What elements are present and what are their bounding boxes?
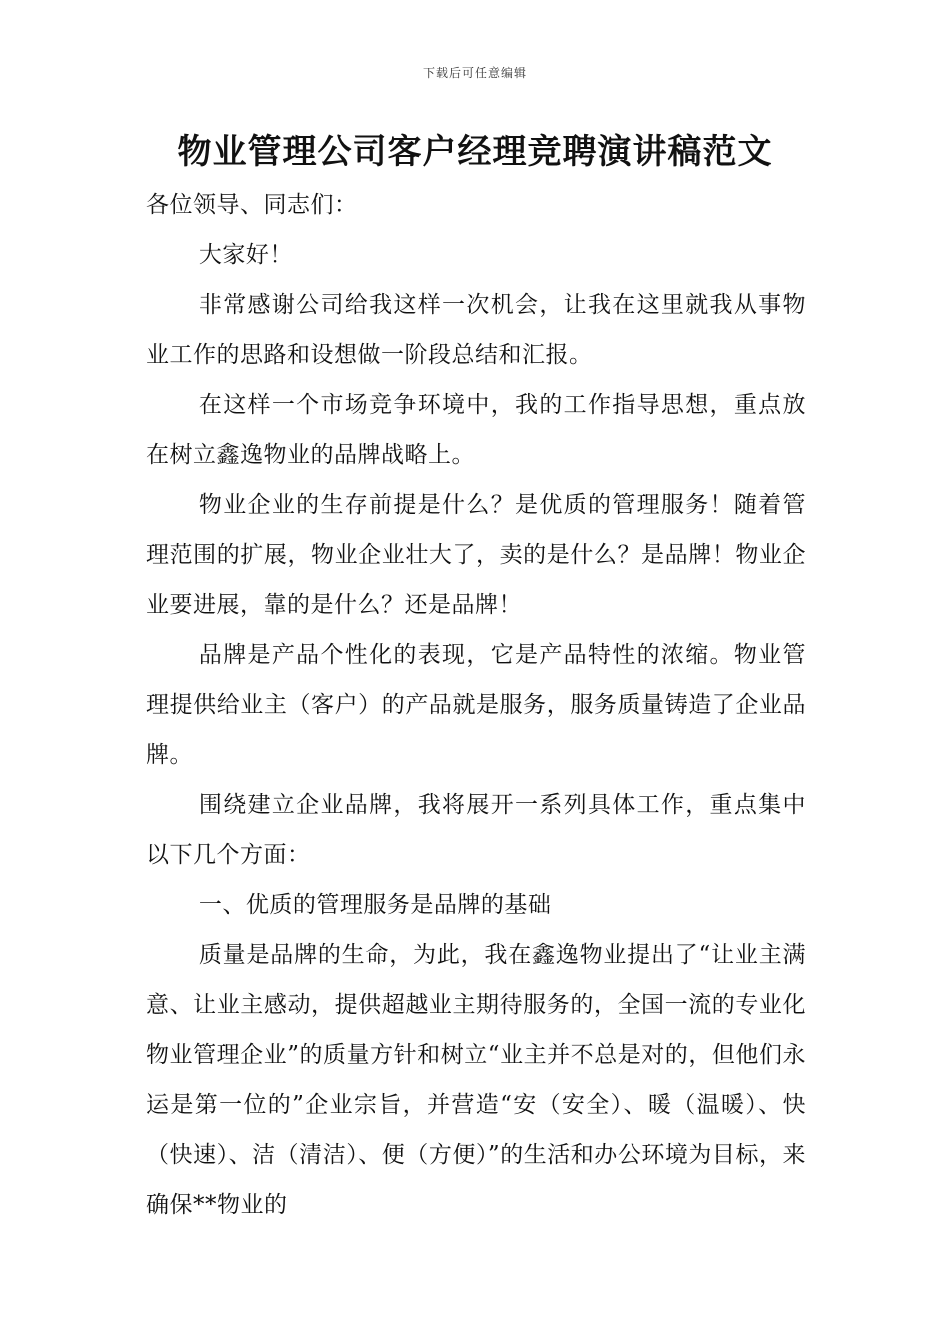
paragraph: 围绕建立企业品牌，我将展开一系列具体工作，重点集中以下几个方面： — [146, 792, 806, 868]
header-note: 下载后可任意编辑 — [422, 66, 527, 80]
document-title: 物业管理公司客户经理竞聘演讲稿范文 — [177, 132, 773, 172]
salutation: 各位领导、同志们： — [146, 192, 358, 218]
paragraph: 在这样一个市场竞争环境中，我的工作指导思想，重点放在树立鑫逸物业的品牌战略上。 — [146, 392, 806, 468]
greeting: 大家好！ — [198, 242, 293, 268]
paragraph: 物业企业的生存前提是什么？是优质的管理服务！随着管理范围的扩展，物业企业壮大了，卖的是什么？是品牌！物业企业要进展，靠的是什么？还是品牌！ — [146, 492, 806, 618]
paragraph: 质量是品牌的生命，为此，我在鑫逸物业提出了“让业主满意、让业主感动，提供超越业主期待服务的，全国一流的专业化物业管理企业”的质量方针和树立“业主并不总是对的，但他们永运是第一位的”企业宗旨，并营造“安（安全）、暖（温暖）、快（快速）、洁（清洁）、便（方便）”的生活和办公环境为目标，来确保**物业的 — [146, 942, 806, 1218]
section-heading: 一、优质的管理服务是品牌的基础 — [198, 892, 552, 918]
document-body — [146, 180, 806, 1230]
paragraph: 非常感谢公司给我这样一次机会，让我在这里就我从事物业工作的思路和设想做一阶段总结和汇报。 — [146, 292, 806, 368]
paragraph: 品牌是产品个性化的表现，它是产品特性的浓缩。物业管理提供给业主（客户）的产品就是服务，服务质量铸造了企业品牌。 — [146, 642, 806, 768]
